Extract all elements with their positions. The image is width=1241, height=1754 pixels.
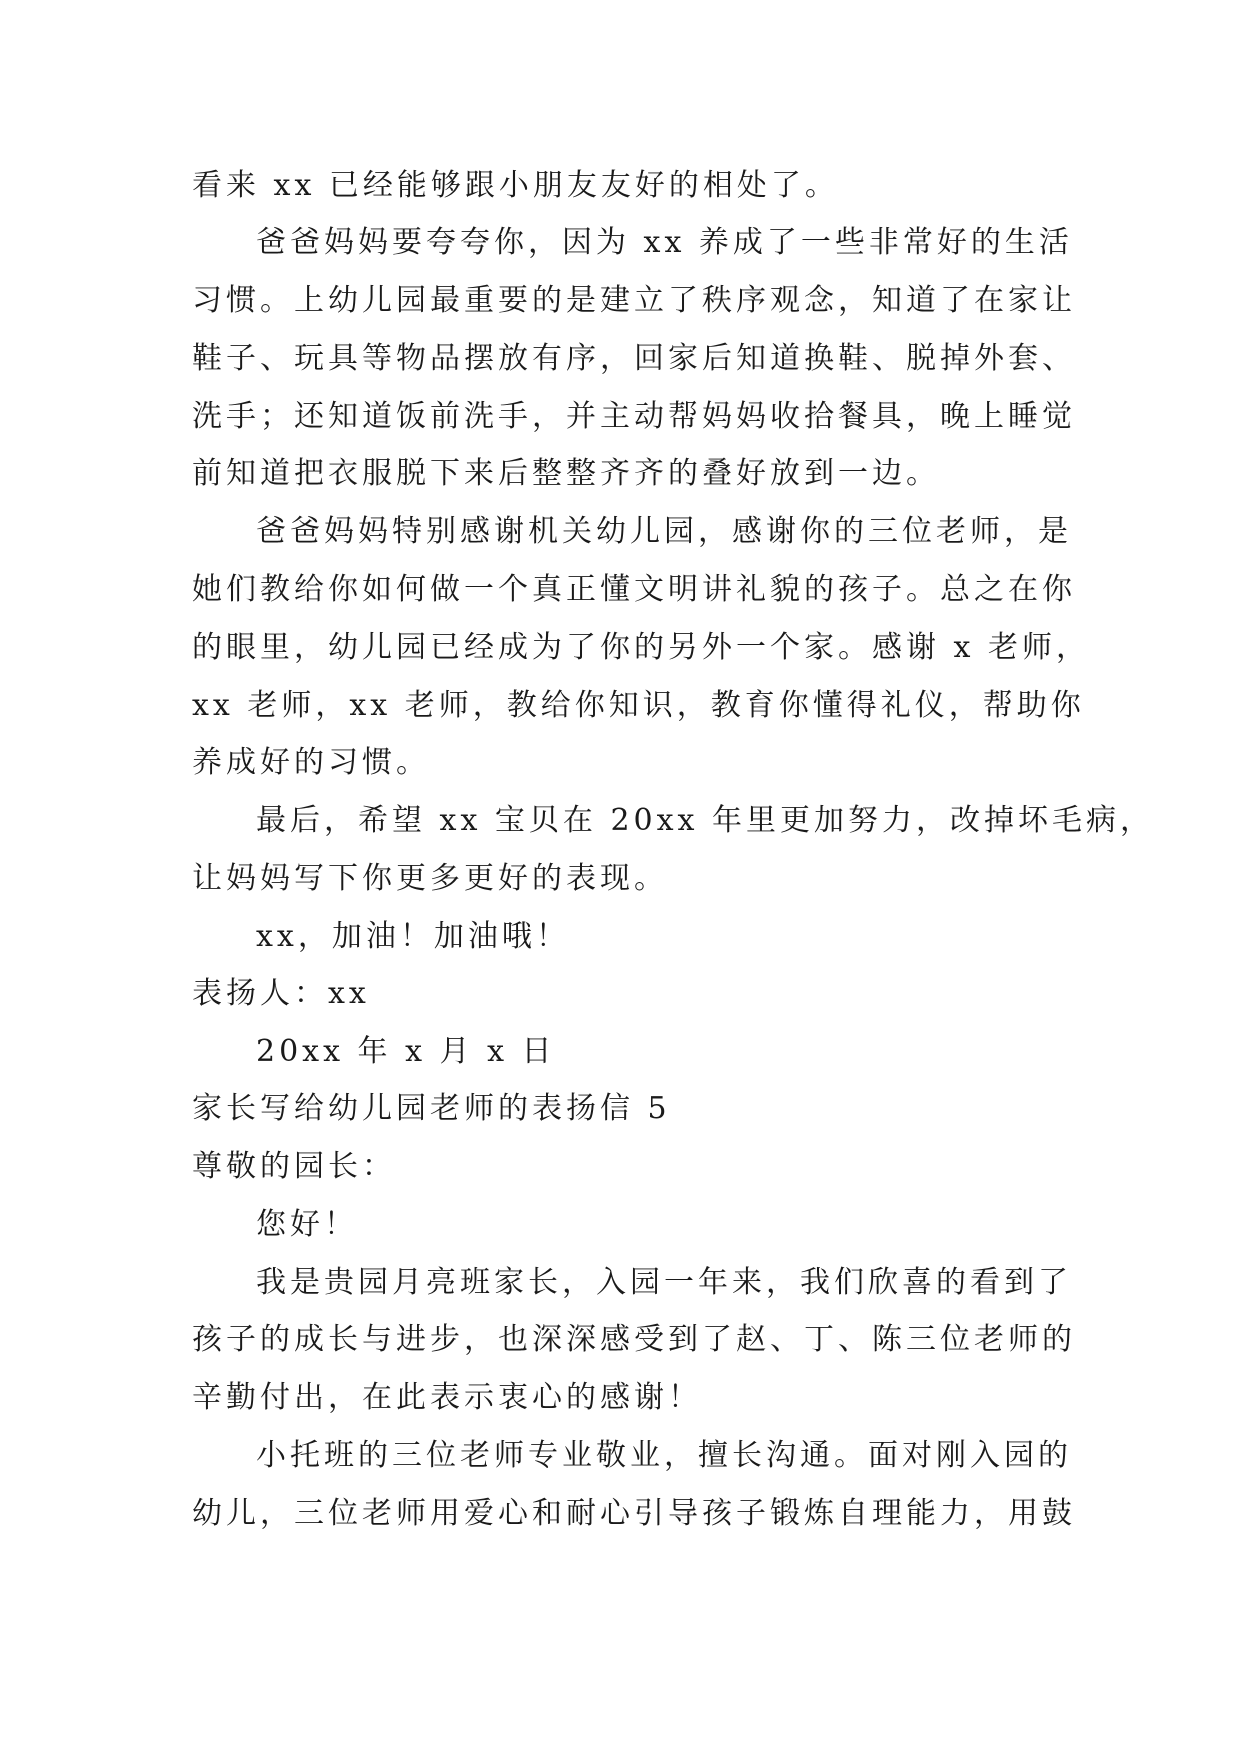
text-line: 最后，希望 xx 宝贝在 20xx 年里更加努力，改掉坏毛病， xyxy=(256,803,1154,838)
text-line: 爸爸妈妈特别感谢机关幼儿园，感谢你的三位老师，是 xyxy=(256,514,1072,549)
text-line: 幼儿，三位老师用爱心和耐心引导孩子锻炼自理能力，用鼓 xyxy=(192,1496,1076,1531)
text-line: 洗手；还知道饭前洗手，并主动帮妈妈收拾餐具，晚上睡觉 xyxy=(192,399,1076,434)
text-line: 看来 xx 已经能够跟小朋友友好的相处了。 xyxy=(192,168,839,203)
text-line: 让妈妈写下你更多更好的表现。 xyxy=(192,861,668,896)
salutation: 尊敬的园长： xyxy=(192,1149,396,1184)
text-line: xx，加油！加油哦！ xyxy=(256,919,570,954)
text-line: 爸爸妈妈要夸夸你，因为 xx 养成了一些非常好的生活 xyxy=(256,225,1073,260)
text-line: xx 老师，xx 老师，教给你知识，教育你懂得礼仪，帮助你 xyxy=(192,688,1085,723)
text-line: 习惯。上幼儿园最重要的是建立了秩序观念，知道了在家让 xyxy=(192,283,1076,318)
text-line: 孩子的成长与进步，也深深感受到了赵、丁、陈三位老师的 xyxy=(192,1322,1076,1357)
text-line: 我是贵园月亮班家长，入园一年来，我们欣喜的看到了 xyxy=(256,1265,1072,1300)
text-line: 的眼里，幼儿园已经成为了你的另外一个家。感谢 x 老师， xyxy=(192,630,1090,665)
text-line: 鞋子、玩具等物品摆放有序，回家后知道换鞋、脱掉外套、 xyxy=(192,341,1076,376)
text-line: 小托班的三位老师专业敬业，擅长沟通。面对刚入园的 xyxy=(256,1438,1072,1473)
text-line: 辛勤付出，在此表示衷心的感谢！ xyxy=(192,1380,702,1415)
section-title: 家长写给幼儿园老师的表扬信 5 xyxy=(192,1091,671,1126)
signer-line: 表扬人：xx xyxy=(192,976,370,1011)
text-line: 她们教给你如何做一个真正懂文明讲礼貌的孩子。总之在你 xyxy=(192,572,1076,607)
text-line: 前知道把衣服脱下来后整整齐齐的叠好放到一边。 xyxy=(192,456,940,491)
text-line: 养成好的习惯。 xyxy=(192,745,430,780)
greeting: 您好！ xyxy=(256,1207,358,1242)
date-line: 20xx 年 x 月 x 日 xyxy=(256,1034,556,1069)
